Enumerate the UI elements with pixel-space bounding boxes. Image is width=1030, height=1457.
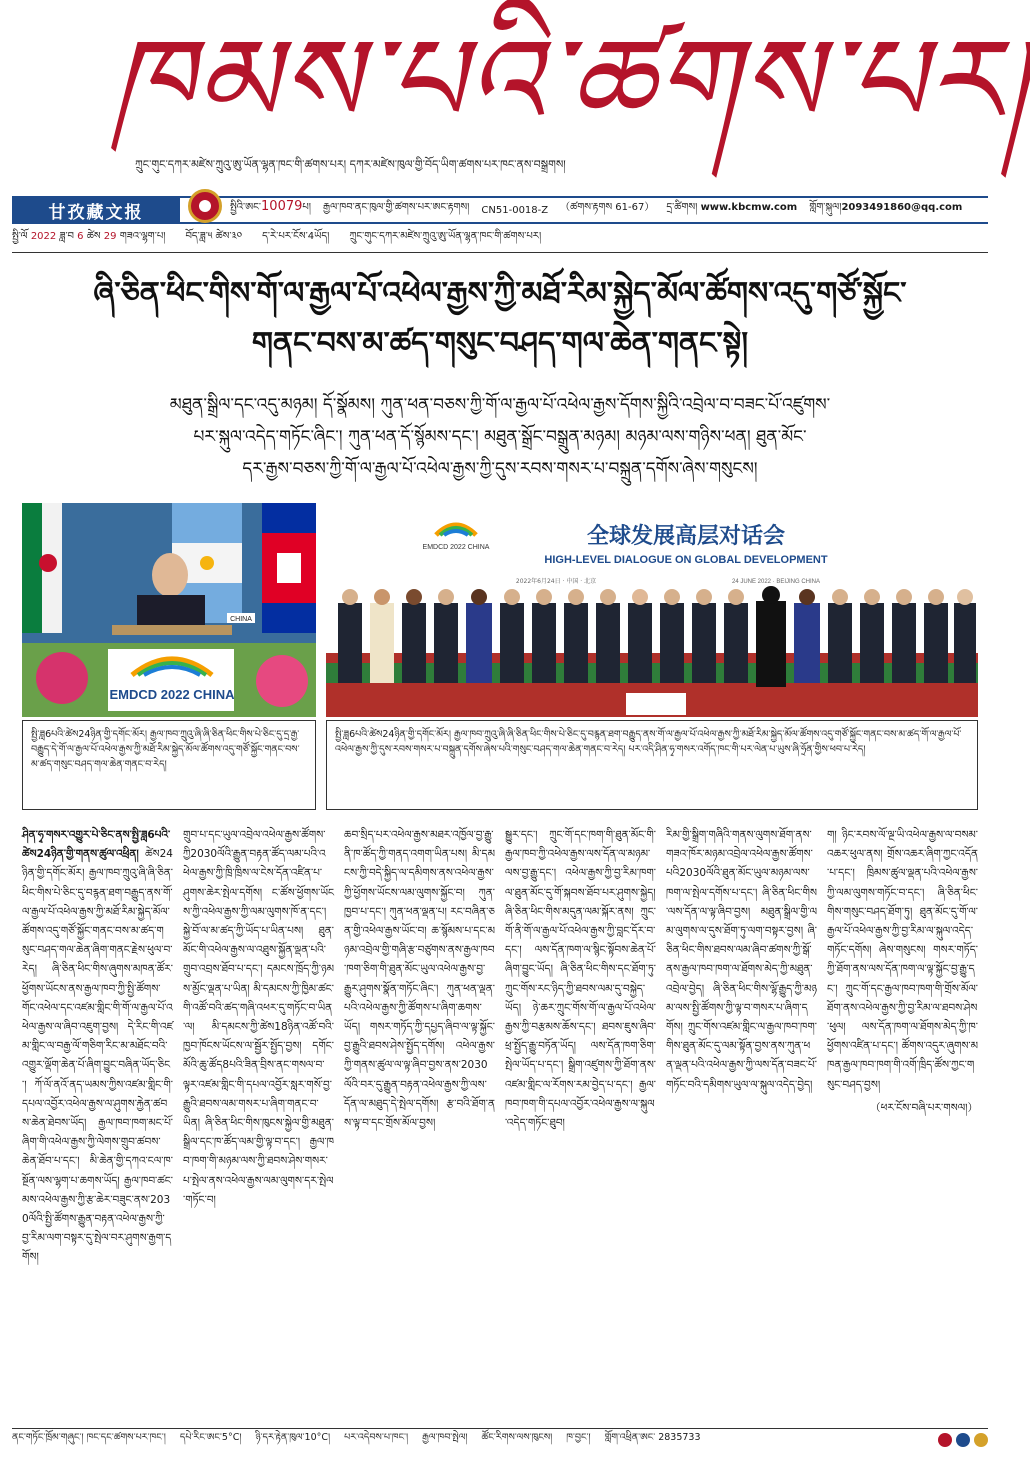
date-tibetan: བོད་ཟླ་༥ ཚེས་༣༠ (185, 231, 243, 242)
email[interactable]: གློག་སྐུལ།2093491860@qq.com (809, 202, 963, 213)
photo-xi-video-link (22, 503, 316, 717)
issue-number: སྤྱིའི་ཨང་10079པ། (230, 199, 312, 214)
newspaper-logo-icon (188, 189, 222, 223)
photo-1-label: EMDCD 2022 CHINA (109, 687, 235, 702)
divider (12, 252, 988, 253)
footer-logo-icon (974, 1433, 988, 1447)
newspaper-title: ཁམས་པའི་ཚགས་པར། (110, 12, 1030, 150)
article-body (22, 826, 978, 1401)
date-gregorian: སྤྱི་ལོ 2022 ཟླ་བ 6 ཚེས 29 གཟའ་ལྷག་པ། (12, 231, 166, 242)
deck-line-2: པར་སྐུལ་འདེད་གཏོང་ཞིང་། ཀུན་ཕན་དོ་སྙོམས་དང་། མཐུན་སྒྲོང་བསྒྲུན་མཉམ། མཉམ་ལས་གཉིས་ཕན། ཐུན་མོང་ (193, 427, 807, 447)
headline-line-1: ཞི་ཅིན་ཕིང་གིས་གོ་ལ་རྒྱལ་པོ་འཕེལ་རྒྱས་ཀྱི་མཐོ་རིམ་སྐྱེད་མོལ་ཚོགས་འདུ་གཙོ་སྐྱོང་ (93, 276, 907, 311)
footer-item: ནང་གཏོང་ཁྲོམ་གཞུང་། ཁང་དང་ཚགས་པར་ཁང་། (12, 1432, 166, 1443)
photo-2-date-en: 24 JUNE 2022 · BEIJING CHINA (731, 579, 821, 585)
footer-item: ཁ་བྱང་། (566, 1432, 591, 1443)
cn-code: CN51-0018-Z (481, 204, 549, 216)
article-lead: ཤིན་ཧྭ་གསར་འགྱུར་པེ་ཅིང་ནས་སྤྱི་ཟླ6པའི་ཚེས24ཉིན་གྱི་གནས་ཚུལ་འཕྲིན། (22, 829, 171, 861)
continued-note: （ཕར་ངོས་བཞི་པར་གསལ།） (870, 1101, 978, 1114)
photo-group-dialogue (326, 503, 978, 717)
footer-item: དཔེ་རིང་ཨང་5°C། (179, 1432, 242, 1443)
footer-item: ཉི་དར་རྟེན་ཁུལ་10°C། (255, 1432, 331, 1443)
photo-2-title-cn: 全球发展高层对话会 (586, 524, 786, 549)
body-column-6 (827, 826, 978, 1401)
body-column-1-text: ཚེས24ཉིན་གྱི་དགོང་མོར། རྒྱལ་ཁབ་ཀྲུའུ་ཞི་ཞི་ཅིན་ཕིང་གིས་པེ་ཅིང་དུ་བརྙན་ཐག་བརྒྱུད་ནས་གོ་ལ་རྒྱལ་པོ་འཕེལ་རྒྱས་ཀྱི་མཐོ་རིམ་སྐྱེད་མོལ་ཚོགས་འདུ་གཙོ་སྐྱོང་གནང་བས་མ་ཚད་གསུང་བཤད་གལ་ཆེན་ཞིག་གནང་རྗེས་ཕུལ་བ་རེད། ཞི་ཅིན་ཕིང་གིས་ཞུགས་མཁན་ཚོར་ཕྱོགས་ཡོངས་ནས་རྒྱལ་ཁབ་ཀྱི་སྤྱི་ཚོགས་གོང་འཕེལ་དང་འཛམ་གླིང་གི་གོ་ལ་རྒྱལ་པོ་འཕེལ་རྒྱས་ལ་ཞིབ་འཇུག་བྱས། དེ་རིང་གི་འཛམ་གླིང་ལ་བརྒྱ་ལོ་གཅིག་རིང་མ་མཐོང་བའི་འགྱུར་ལྡོག་ཆེན་པོ་ཞིག་བྱུང་བཞིན་ཡོད་ཅིང་། ཀོ་ལོ་ནའོ་ནད་ཡམས་ཀྱིས་འཛམ་གླིང་གི་དཔལ་འབྱོར་འཕེལ་རྒྱས་ལ་ཤུགས་རྐྱེན་ཚབས་ཆེན་ཐེབས་ཡོད། རྒྱལ་ཁབ་ཁག་མང་པོ་ཞིག་གི་འཕེལ་རྒྱས་ཀྱི་ལེགས་གྲུབ་ཚབས་ཆེན་ཐོབ་པ་དང་། མི་ཆེན་གྱི་དཀའ་ངལ་ཁ་སྔོན་ལས་ལྷག་པ་ཆགས་ཡོད། རྒྱལ་ཁབ་ཚང་མས་འཕེལ་རྒྱས་ཀྱི་རྩ་ཆེར་བཟུང་ནས་2030ལོའི་སྤྱི་ཚོགས་རྒྱུན་བརྟན་འཕེལ་རྒྱས་ཀྱི་བྱ་རིམ་ལག་བསྟར་དུ་སྤེལ་བར་ཤུགས་རྒྱག་དགོས། (22, 848, 173, 1264)
body-column-5: རིམ་གྱི་སྒྲིག་གཞིའི་གནས་ལུགས་ཐོག་ནས་གཟའ་ཁོར་མཉམ་འབྲེལ་འཕེལ་རྒྱས་ཚོགས་པའི2030ལོའི་ཐུན་མོང་ཡུལ་མཉམ་ལས་ཁག་ལ་སྤེལ་དགོས་པ་དང་། ཞི་ཅིན་ཕིང་གིས་ལས་དོན་ལ་ལྟ་ཞིབ་བྱས། མཐུན་སྒྲིལ་གྱི་ལམ་ལུགས་ལ་དུས་ཐོག་ཏུ་ལག་བསྟར་བྱས། ཞི་ཅིན་ཕིང་གིས་ཐབས་ལམ་ཞིབ་ཚགས་ཀྱི་སྒོ་ནས་རྒྱལ་ཁབ་ཁག་ལ་ཐོགས་མེད་ཀྱི་མཐུན་འབྲེལ་བྱེད། ཞི་ཅིན་ཕིང་གིས་ལྷོ་རྒྱུད་ཀྱི་མཉམ་ལས་སྤྱི་ཚོགས་ཀྱི་ལྟ་བ་གསར་པ་ཞིག་དགོས། ཀྲུང་གོས་འཛམ་གླིང་ལ་རྒྱལ་ཁབ་ཁག་གིས་ཐུན་མོང་དུ་ལམ་སྟོན་བྱས་ནས་ཀུན་ཕན་ལྡན་པའི་འཕེལ་རྒྱས་ཀྱི་ལས་དོན་བཟང་པོ་གཏོང་བའི་དམིགས་ཡུལ་ལ་སྐུལ་འདེད་བྱེད། (666, 829, 817, 1091)
body-column-4: སྒྱུར་དང་། ཀྲུང་གོ་དང་ཁག་གི་ཐུན་མོང་གི་རྒྱལ་ཁབ་ཀྱི་འཕེལ་རྒྱས་ལས་དོན་ལ་མཉམ་ལས་བྱ་རྒྱུ་དང་། འཕེལ་རྒྱས་ཀྱི་བྱ་རིམ་ཁག་ལ་ཐུན་མོང་དུ་གོ་སྐབས་ཐོབ་པར་ཤུགས་སྐྱེད། ཞི་ཅིན་ཕིང་གིས་མདུན་ལམ་སྐོར་ནས། ཀྲུང་གོ་ནི་གོ་ལ་རྒྱལ་པོ་འཕེལ་རྒྱས་ཀྱི་བླང་དོར་བ་དང་། ལས་དོན་ཁག་ལ་སྙིང་སྟོབས་ཆེན་པོ་ཞིག་བྱུང་ཡོད། ཞི་ཅིན་ཕིང་གིས་དང་ཐོག་ཏུ་ཀྲུང་གོས་རང་ཉིད་ཀྱི་ཐབས་ལམ་དུ་བསྐྱེད་ཡོད། ཉེ་ཆར་ཀྲུང་གོས་གོ་ལ་རྒྱལ་པོ་འཕེལ་རྒྱས་ཀྱི་བརྩམས་ཆོས་དང་། ཐབས་ཇུས་ཞིབ་ཕྲ་སྤྱོད་རྒྱུ་བཏོན་ཡོད། ལས་དོན་ཁག་ཅིག་སྤེལ་ཡོད་པ་དང་། སྒྲིག་འཛུགས་ཀྱི་ཐོག་ནས་འཛམ་གླིང་ལ་རོགས་རམ་བྱེད་པ་དང་། རྒྱལ་ཁབ་ཁག་གི་དཔལ་འབྱོར་འཕེལ་རྒྱས་ལ་སྐུལ་འདེད་གཏོང་ཐུབ། (505, 829, 656, 1130)
body-column-1 (22, 826, 173, 1401)
deck-line-1: མཐུན་སྒྲིལ་དང་འདུ་མཉམ། དོ་སྣོམས། ཀུན་ཕན་བཅས་ཀྱི་གོ་ལ་རྒྱལ་པོ་འཕེལ་རྒྱས་དོགས་སྐྱིའི་འབྲེལ་བ་བཟང་པོ་འཛུགས་ (169, 395, 831, 415)
photo-1-illustration (22, 503, 316, 717)
photo-2-illustration (326, 503, 978, 717)
footer-logo-icon (938, 1433, 952, 1447)
website[interactable]: དྲ་ཚིགས། www.kbcmw.com (666, 202, 798, 213)
footer (12, 1428, 988, 1450)
footer-logo-icon (956, 1433, 970, 1447)
masthead (0, 0, 1030, 190)
page-count: ད་རེ་པར་ངོས་4ཡོད། (262, 231, 330, 242)
body-column-6-text: ག། ཉིང་རབས་ལོ་ལྔ་ཡི་འཕེལ་རྒྱས་ལ་བསམ་འཆར་ཕུལ་ནས། གྲོས་འཆར་ཞིག་ཀྱང་འདོན་པ་དང་། ཁྲིམས་ཚུལ་ལྡན་པའི་འཕེལ་རྒྱས་ཀྱི་ལམ་ལུགས་གཏོང་བ་དང་། ཞི་ཅིན་ཕིང་གིས་གསུང་བཤད་ཐོག་ཏུ། ཐུན་མོང་དུ་གོ་ལ་རྒྱལ་པོ་འཕེལ་རྒྱས་ཀྱི་བྱ་རིམ་ལ་སྐུལ་འདེད་གཏོང་དགོས། ཞེས་གསུངས། གསར་གཏོད་ཀྱི་ཐོག་ནས་ལས་དོན་ཁག་ལ་ལྟ་སྐྱོང་བྱ་རྒྱུ་དང་། ཀྲུང་གོ་དང་རྒྱལ་ཁབ་ཁག་གི་གྲོས་མོལ་ཐོག་ནས་འཕེལ་རྒྱས་ཀྱི་བྱ་རིམ་ལ་ཐབས་ཤེས་ཕུལ། ལས་དོན་ཁག་ལ་ཐོགས་མེད་ཀྱི་ཁ་ཕྱོགས་འཛིན་པ་དང་། ཚོགས་འདུར་ཞུགས་མཁན་རྒྱལ་ཁབ་ཁག་གི་འགོ་ཁྲིད་ཚོས་ཀྱང་གསུང་བཤད་བྱས། (827, 829, 978, 1091)
footer-logos (938, 1433, 988, 1447)
footer-item: རྒྱལ་ཁབ་སྤེལ། (422, 1432, 468, 1443)
brand-name: 甘孜藏文报 (12, 198, 180, 222)
photo-2-logo: EMDCD 2022 CHINA (422, 544, 490, 551)
post-code: （ཚགས་རྟགས 61-67） (560, 202, 655, 213)
footer-item: པར་འདེབས་པ་ཁང་། (344, 1432, 409, 1443)
photo-1-nameplate: CHINA (230, 616, 252, 623)
headline-line-2: གནང་བས་མ་ཚད་གསུང་བཤད་གལ་ཆེན་གནང་སྟེ། (251, 326, 749, 361)
newspaper-subtitle: ཀྲུང་གུང་དཀར་མཛེས་ཀྲུའུ་ཨུ་ཡོན་ལྷན་ཁང་གི་ཚགས་པར། དཀར་མཛེས་ཁུལ་གྱི་བོད་ཡིག་ཚགས་པར་ཁང་ནས་བསྒྲགས། (135, 158, 566, 171)
dateline (12, 230, 988, 248)
registration-text: རྒྱལ་ཁབ་ནང་ཁུལ་གྱི་ཚགས་པར་ཨང་རྟགས། (323, 202, 470, 213)
body-column-2: གྲུབ་པ་དང་ཡུལ་འབྲེལ་འཕེལ་རྒྱས་ཚོགས་ཀྱི2030ལོའི་རྒྱུན་བརྟན་ཚོད་ལམ་པའི་འཕེལ་རྒྱས་ཀྱི་ཁྲི་ཁྲིས་ལ་ངེས་དོན་འཛིན་པ་ཤུགས་ཆེར་སྤེལ་དགོས། ང་ཚོས་ཕྱོགས་ཡོངས་ཀྱི་འཕེལ་རྒྱས་ཀྱི་ལམ་ལུགས་ཁོ་ན་དང་། སྐྱེ་བོ་ལ་མ་ཚད་ཀྱི་ཡོད་པ་ཡིན་པས། ཐུན་མོང་གི་འཕེལ་རྒྱས་ལ་འཐུས་སྐྱོན་ལྡན་པའི་གྲུབ་འབྲས་ཐོབ་པ་དང་། དམངས་ཁྲོད་ཀྱི་ཉམས་མྱོང་ལྡན་པ་ཡིན། མི་དམངས་ཀྱི་ཁྱིམ་ཚང་གི་འཚོ་བའི་ཚད་གཞི་འཕར་དུ་གཏོང་བ་ཡིན་ལ། མི་དམངས་ཀྱི་ཚེས18ཉིན་འཚོ་བའི་ཁྱབ་ཁོངས་ཡོངས་ལ་སྦྱོར་སྤྱོད་བྱས། དགོང་མོའི་ཆུ་ཚོད8པའི་ཟིན་བྲིས་ནང་གསལ་བ་ལྟར་འཛམ་གླིང་གི་དཔལ་འབྱོར་སླར་གསོ་བྱ་རྒྱུའི་ཐབས་ལམ་གསར་པ་ཞིག་གནང་བ་ཡིན། ཞི་ཅིན་ཕིང་གིས་ཁུངས་སྐྱེལ་གྱི་མཐུན་སྒྲིལ་དང་ཁ་ཚོད་ལམ་གྱི་ལྟ་བ་དང་། རྒྱལ་ཁབ་ཁག་གི་མཉམ་ལས་ཀྱི་ཐབས་ཤེས་གསར་པ་སྤེལ་ནས་འཕེལ་རྒྱས་ལམ་ལུགས་དར་སྤེལ་གཏོང་བ། (183, 829, 334, 1206)
photo-2-caption: སྤྱི་ཟླ6པའི་ཚེས24ཉིན་གྱི་དགོང་མོར། རྒྱལ་ཁབ་ཀྲུའུ་ཞི་ཞི་ཅིན་ཕིང་གིས་པེ་ཅིང་དུ་བརྙན་ཐག་བརྒྱུད་ནས་གོ་ལ་རྒྱལ་པོ་འཕེལ་རྒྱས་ཀྱི་མཐོ་རིམ་སྐྱེད་མོལ་ཚོགས་འདུ་གཙོ་སྐྱོང་གནང་བས་མ་ཚད་གོ་ལ་རྒྱལ་པོ་འཕེལ་རྒྱས་ཀྱི་དུས་རབས་གསར་པ་བསྐྲུན་དགོས་ཞེས་པའི་གསུང་བཤད་གལ་ཆེན་གནང་བ་རེད། པར་འདི་ཤིན་ཧྭ་གསར་འགོད་ཁང་གི་པར་ལེན་པ་ཡུས་ཞི་ཧྲོན་གྱིས་ཕབ་པ་རེད། (326, 720, 978, 810)
photo-2-title-en: HIGH-LEVEL DIALOGUE ON GLOBAL DEVELOPMENT (544, 554, 828, 566)
footer-item: གློག་འཕྲིན་ཨང་ 2835733 (604, 1432, 701, 1443)
info-bar (12, 196, 988, 224)
dateline-extra: ཀྲུང་གུང་དཀར་མཛེས་ཀྲུའུ་ཨུ་ཡོན་ལྷན་ཁང་གི་ཚགས་པར། (349, 231, 542, 242)
photo-1-caption: སྤྱི་ཟླ6པའི་ཚེས24ཉིན་གྱི་དགོང་མོར། རྒྱལ་ཁབ་ཀྲུའུ་ཞི་ཞི་ཅིན་ཕིང་གིས་པེ་ཅིང་དུ་དྲ་རྒྱ་བརྒྱུད་དེ་གོ་ལ་རྒྱལ་པོ་འཕེལ་རྒྱས་ཀྱི་མཐོ་རིམ་སྐྱེད་མོལ་ཚོགས་འདུ་གཙོ་སྐྱོང་གནང་བས་མ་ཚད་གསུང་བཤད་གལ་ཆེན་གནང་བ་རེད། (22, 720, 316, 810)
photo-2-date-cn: 2022年6月24日 · 中国 · 北京 (515, 578, 597, 585)
footer-item: ཚོང་རིགས་ལས་ཁུངས། (481, 1432, 553, 1443)
body-column-3: ཆབ་སྲིད་པར་འཕེལ་རྒྱས་མཐར་འཁྱོལ་བྱ་རྒྱུ་ནི་ཁ་ཚོད་ཀྱི་གནད་འགག་ཡིན་པས། མི་དམངས་ཀྱི་བདེ་སྐྱིད་ལ་དམིགས་ནས་འཕེལ་རྒྱས་ཀྱི་ཕྱོགས་ཡོངས་ལམ་ལུགས་སྐྱོང་བ། ཀུན་ཁྱབ་པ་དང་། ཀུན་ཕན་ལྡན་པ། རང་བཞིན་ཅན་གྱི་འཕེལ་རྒྱས་ཡོང་བ། ཆ་སྙོམས་པ་དང་མཉམ་འབྲེལ་གྱི་གཞི་རྩ་བཙུགས་ནས་རྒྱལ་ཁབ་ཁག་ཅིག་གི་ཐུན་མོང་ཡུལ་འཕེལ་རྒྱས་བྱ་རྒྱུར་ཤུགས་སྣོན་གཏོང་ཞིང་། ཀུན་ཕན་ལྡན་པའི་འཕེལ་རྒྱས་ཀྱི་ཚོགས་པ་ཞིག་ཆགས་ཡོད། གསར་གཏོད་ཀྱི་དཔྱད་ཞིབ་ལ་ལྟ་སྐྱོང་བྱ་རྒྱུའི་ཐབས་ཤེས་སྤྱོད་དགོས། འཕེལ་རྒྱས་ཀྱི་གནས་ཚུལ་ལ་ལྟ་ཞིབ་བྱས་ནས་2030ལོའི་བར་དུ་རྒྱུན་བརྟན་འཕེལ་རྒྱས་ཀྱི་ལས་དོན་ལ་མཐུད་དེ་སྤེལ་དགོས། རྩ་བའི་ཐོག་ནས་ལྟ་བ་དང་གྲོས་མོལ་བྱས། (344, 829, 495, 1130)
deck-line-3: དར་རྒྱས་བཅས་ཀྱི་གོ་ལ་རྒྱལ་པོ་འཕེལ་རྒྱས་ཀྱི་དུས་རབས་གསར་པ་བསྐྲུན་དགོས་ཞེས་གསུངས། (242, 459, 758, 479)
